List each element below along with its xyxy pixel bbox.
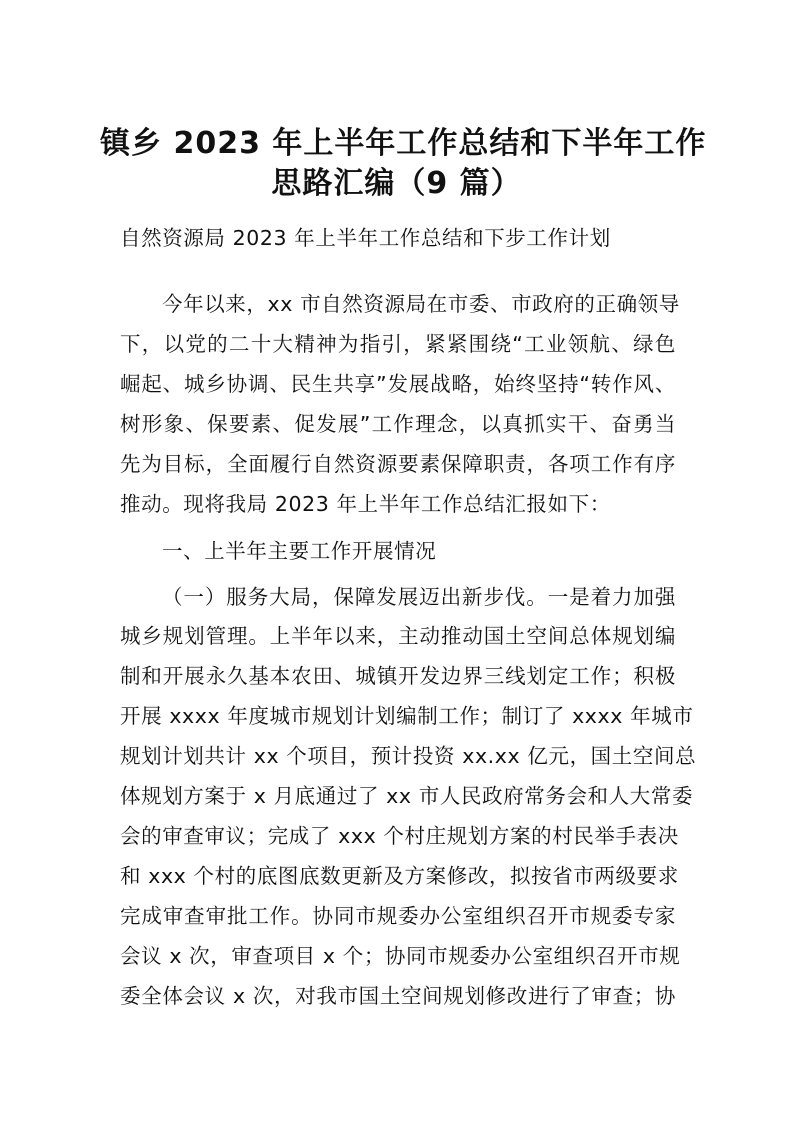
paragraph-line: 和 xxx 个村的底图底数更新及方案修改，拟按省市两级要求 <box>120 864 679 888</box>
paragraph-line: 树形象、保要素、促发展”工作理念，以真抓实干、奋勇当 <box>120 412 676 436</box>
paragraph-line: 制和开展永久基本农田、城镇开发边界三线划定工作；积极 <box>120 664 676 688</box>
document-title-line-1: 镇乡 2023 年上半年工作总结和下半年工作 <box>100 126 707 161</box>
paragraph-line: （一）服务大局，保障发展迈出新步伐。一是着力加强 <box>162 585 676 609</box>
paragraph-line: 完成审查审批工作。协同市规委办公室组织召开市规委专家 <box>120 904 676 928</box>
paragraph-line: 崛起、城乡协调、民生共享”发展战略，始终坚持“转作风、 <box>120 372 676 396</box>
paragraph-line: 城乡规划管理。上半年以来，主动推动国土空间总体规划编 <box>120 624 676 648</box>
paragraph-line: 今年以来，xx 市自然资源局在市委、市政府的正确领导 <box>162 292 680 316</box>
paragraph-line: 开展 xxxx 年度城市规划计划编制工作；制订了 xxxx 年城市 <box>120 704 694 728</box>
document-title-line-2: 思路汇编（9 篇） <box>271 166 522 201</box>
paragraph-line: 规划计划共计 xx 个项目，预计投资 xx.xx 亿元，国土空间总 <box>120 744 697 768</box>
paragraph-line: 下，以党的二十大精神为指引，紧紧围绕“工业领航、绿色 <box>120 332 676 356</box>
subheading: 一、上半年主要工作开展情况 <box>162 539 437 563</box>
paragraph-line: 推动。现将我局 2023 年上半年工作总结汇报如下： <box>120 492 611 516</box>
paragraph-line: 会的审查审议；完成了 xxx 个村庄规划方案的村民举手表决 <box>120 824 679 848</box>
paragraph-line: 体规划方案于 x 月底通过了 xx 市人民政府常务会和人大常委 <box>120 784 694 808</box>
paragraph-line: 委全体会议 x 次，对我市国土空间规划修改进行了审查；协 <box>120 984 676 1008</box>
paragraph-line: 先为目标，全面履行自然资源要素保障职责，各项工作有序 <box>120 452 676 476</box>
section-heading: 自然资源局 2023 年上半年工作总结和下步工作计划 <box>120 226 611 250</box>
paragraph-line: 会议 x 次，审查项目 x 个；协同市规委办公室组织召开市规 <box>120 944 681 968</box>
